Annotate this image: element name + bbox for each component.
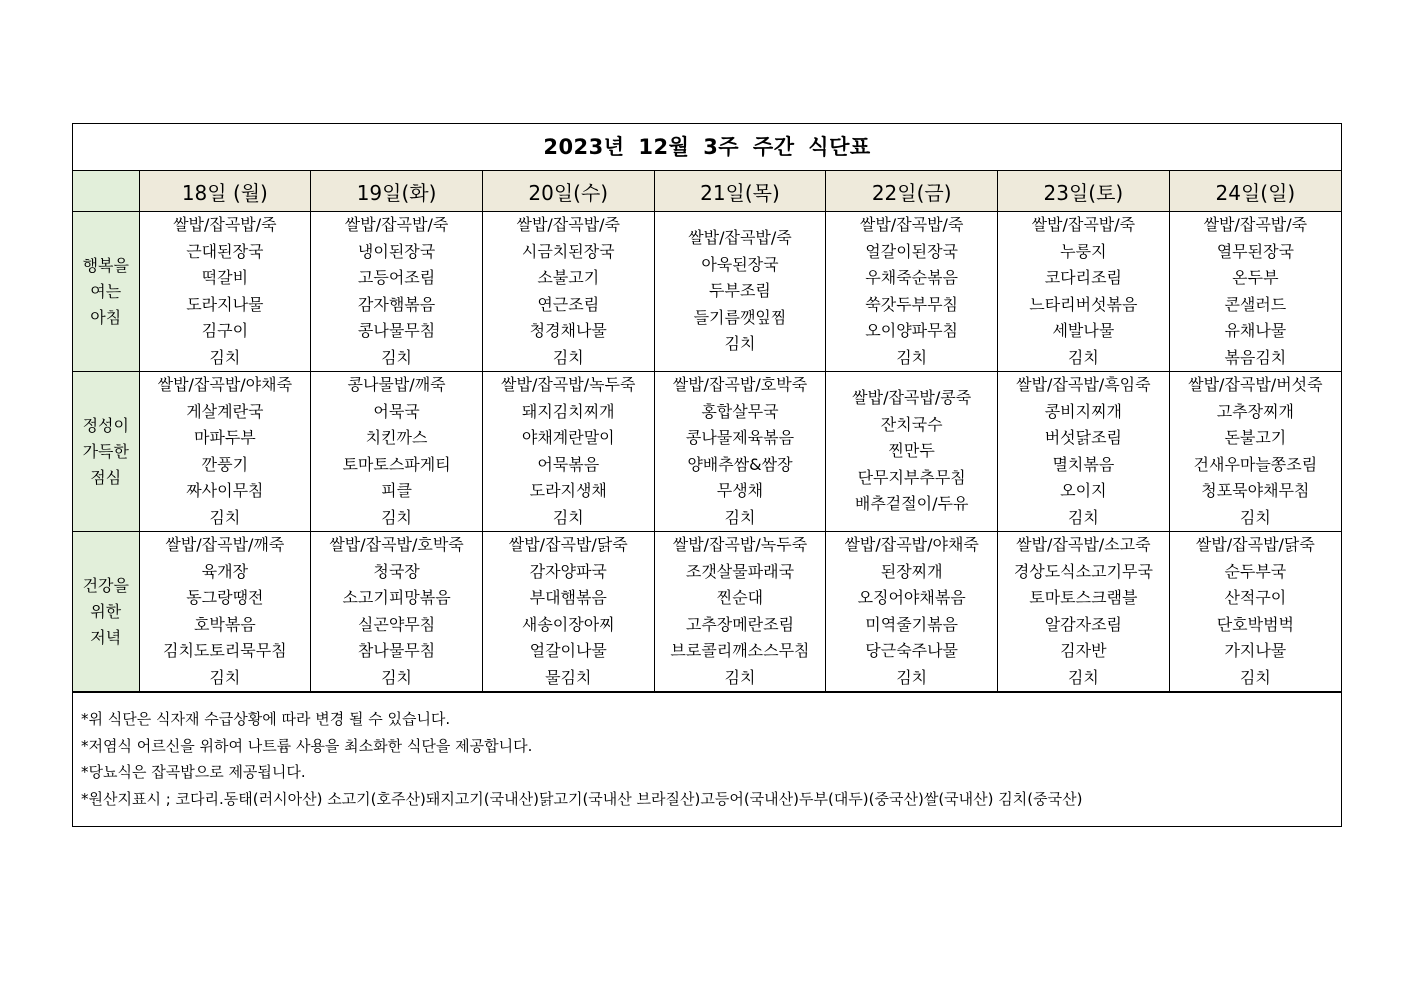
meal-row [73, 212, 1341, 372]
menu-item: 쌀밥/잡곡밥/죽 [344, 215, 449, 234]
menu-item: 누룽지 [1060, 241, 1107, 261]
menu-item: 돈불고기 [1224, 428, 1287, 447]
menu-item: 배추겉절이/두유 [854, 494, 969, 514]
menu-item: 미역줄기볶음 [865, 614, 959, 634]
day-header: 19일(화) [311, 171, 483, 212]
menu-item: 찐순대 [716, 588, 764, 607]
menu-item: 건새우마늘쫑조림 [1193, 454, 1318, 474]
menu-item: 도라지나물 [186, 294, 264, 314]
meal-label-line: 여는 [90, 281, 122, 301]
day-header: 20일(수) [482, 171, 654, 212]
menu-cell [826, 212, 998, 372]
menu-item: 냉이된장국 [357, 241, 436, 261]
menu-item: 짜사이무침 [186, 481, 264, 500]
menu-item: 김치 [1067, 347, 1099, 367]
menu-item: 순두부국 [1224, 561, 1287, 581]
menu-item: 들기름깻잎찜 [693, 307, 787, 327]
menu-item: 김치 [209, 507, 241, 527]
menu-item: 코다리조림 [1044, 268, 1122, 287]
meal-label-line: 점심 [90, 467, 122, 487]
menu-cell [998, 532, 1170, 692]
menu-item: 김치 [381, 667, 413, 687]
menu-item: 쌀밥/잡곡밥/죽 [173, 215, 277, 234]
menu-item: 김자반 [1060, 641, 1107, 660]
menu-item: 부대햄볶음 [529, 588, 607, 607]
meal-label-line: 위한 [90, 601, 122, 621]
menu-cell [826, 532, 998, 692]
menu-item: 홍합살무국 [701, 401, 779, 421]
menu-item: 아욱된장국 [701, 254, 779, 274]
menu-item: 얼갈이된장국 [865, 241, 959, 261]
menu-item: 청경채나물 [529, 321, 607, 340]
menu-item: 물김치 [545, 667, 592, 687]
meal-label-line: 아침 [90, 307, 122, 327]
menu-item: 도라지생채 [529, 481, 607, 500]
menu-item: 김치 [381, 507, 413, 527]
menu-item: 쌀밥/잡곡밥/죽 [1031, 215, 1136, 234]
menu-item: 김치 [552, 347, 584, 367]
menu-item: 쌀밥/잡곡밥/야채죽 [157, 375, 293, 394]
meal-label-line: 정성이 [82, 415, 129, 435]
menu-item: 콩나물제육볶음 [685, 428, 795, 447]
menu-item: 콩나물밥/깨죽 [347, 375, 446, 394]
menu-item: 쌀밥/잡곡밥/녹두죽 [672, 535, 808, 554]
menu-item: 김치 [896, 667, 928, 687]
menu-cell [482, 372, 654, 532]
menu-cell [654, 212, 826, 372]
menu-cell [482, 212, 654, 372]
menu-item: 콘샐러드 [1224, 294, 1287, 314]
menu-item: 열무된장국 [1216, 241, 1294, 261]
menu-item: 우채죽순볶음 [865, 268, 959, 287]
menu-item: 청국장 [373, 561, 420, 581]
menu-item: 호박볶음 [193, 614, 256, 634]
menu-item: 어묵국 [373, 401, 420, 421]
menu-cell [311, 532, 483, 692]
menu-item: 쌀밥/잡곡밥/녹두죽 [501, 375, 636, 394]
menu-item: 김치 [209, 347, 241, 367]
meal-label [73, 532, 139, 692]
menu-item: 토마토스크램블 [1029, 588, 1138, 607]
menu-cell [998, 212, 1170, 372]
menu-item: 무생채 [716, 481, 764, 500]
note-line: *당뇨식은 잡곡밥으로 제공됩니다. [81, 763, 306, 781]
menu-item: 김치 [724, 507, 756, 527]
menu-item: 알감자조림 [1044, 614, 1122, 634]
menu-item: 쌀밥/잡곡밥/죽 [688, 228, 792, 248]
menu-item: 김치 [896, 347, 928, 367]
menu-item: 쑥갓두부무침 [865, 294, 959, 314]
menu-cell [311, 372, 483, 532]
menu-item: 고등어조림 [357, 268, 436, 287]
notes-section [73, 692, 1341, 826]
menu-item: 게살계란국 [186, 401, 264, 421]
menu-item: 쌀밥/잡곡밥/호박죽 [329, 535, 464, 554]
menu-item: 김치 [724, 667, 756, 687]
menu-cell [654, 532, 826, 692]
meal-label-line: 행복을 [82, 255, 129, 275]
menu-item: 콩나물무침 [357, 321, 436, 340]
day-header: 21일(목) [654, 171, 826, 212]
menu-item: 돼지김치찌개 [521, 401, 615, 421]
meal-label [73, 372, 139, 532]
menu-item: 쌀밥/잡곡밥/닭죽 [508, 535, 628, 554]
menu-item: 치킨까스 [365, 428, 428, 447]
menu-item: 김치 [724, 334, 756, 354]
menu-cell [826, 372, 998, 532]
meal-row [73, 372, 1341, 532]
menu-item: 세발나물 [1052, 321, 1115, 340]
meal-label-line: 가득한 [82, 441, 129, 461]
menu-item: 피클 [381, 481, 413, 500]
note-line: *저염식 어르신을 위하여 나트륨 사용을 최소화한 식단을 제공합니다. [81, 736, 533, 755]
menu-item: 고추장찌개 [1216, 401, 1294, 421]
menu-item: 쌀밥/잡곡밥/죽 [859, 215, 964, 234]
meal-row [73, 532, 1341, 692]
menu-item: 찐만두 [888, 441, 935, 461]
menu-item: 쌀밥/잡곡밥/버섯죽 [1188, 375, 1323, 394]
menu-item: 유채나물 [1224, 321, 1287, 340]
menu-item: 쌀밥/잡곡밥/닭죽 [1195, 535, 1315, 554]
menu-cell [139, 212, 311, 372]
menu-item: 김치 [1067, 507, 1099, 527]
day-header: 18일 (월) [139, 171, 311, 212]
menu-item: 산적구이 [1224, 588, 1287, 607]
page-title: 2023년 12월 3주 주간 식단표 [73, 124, 1341, 171]
menu-item: 콩비지찌개 [1044, 401, 1122, 421]
menu-item: 어묵볶음 [537, 454, 600, 474]
meal-label-line: 건강을 [82, 575, 129, 595]
meal-label-line: 저녁 [90, 627, 122, 647]
menu-cell [654, 372, 826, 532]
weekly-menu-table [73, 171, 1341, 692]
menu-item: 동그랑땡전 [186, 588, 264, 607]
menu-item: 감자양파국 [529, 561, 607, 581]
menu-item: 쌀밥/잡곡밥/깨죽 [165, 535, 285, 554]
day-header: 24일(일) [1169, 171, 1341, 212]
note-line: *원산지표시 ; 코다리.동태(러시아산) 소고기(호주산)돼지고기(국내산)닭고기(국내산 브라질산)고등어(국내산)두부(대두)(중국산)쌀(국내산) 김치(중국산) [81, 789, 1083, 808]
menu-cell [1169, 212, 1341, 372]
menu-item: 쌀밥/잡곡밥/흑임죽 [1016, 375, 1151, 394]
menu-item: 실곤약무침 [357, 614, 436, 634]
menu-cell [139, 532, 311, 692]
menu-item: 오이양파무침 [865, 321, 959, 340]
menu-item: 단호박범벅 [1216, 614, 1294, 634]
menu-item: 시금치된장국 [521, 241, 615, 261]
menu-item: 버섯닭조림 [1044, 428, 1122, 447]
corner-cell [73, 171, 139, 212]
menu-item: 된장찌개 [880, 561, 943, 581]
menu-item: 양배추쌈&쌈장 [687, 454, 793, 474]
menu-item: 쌀밥/잡곡밥/야채죽 [844, 535, 979, 554]
menu-cell [482, 532, 654, 692]
menu-cell [311, 212, 483, 372]
menu-item: 떡갈비 [201, 268, 249, 287]
menu-item: 감자햄볶음 [357, 294, 436, 314]
menu-item: 얼갈이나물 [529, 641, 607, 660]
menu-item: 김치 [1239, 507, 1271, 527]
menu-item: 볶음김치 [1224, 347, 1287, 367]
day-header: 22일(금) [826, 171, 998, 212]
menu-item: 느타리버섯볶음 [1029, 294, 1138, 314]
menu-item: 김치 [381, 347, 413, 367]
menu-item: 참나물무침 [357, 641, 436, 660]
menu-item: 깐풍기 [201, 454, 249, 474]
menu-item: 마파두부 [193, 428, 256, 447]
menu-sheet [72, 123, 1342, 827]
menu-item: 단무지부추무침 [857, 467, 966, 487]
menu-item: 두부조림 [709, 281, 771, 301]
menu-item: 김구이 [201, 321, 249, 340]
menu-item: 김치 [209, 667, 241, 687]
day-header-row [73, 171, 1341, 212]
menu-item: 소고기피망볶음 [342, 588, 451, 607]
menu-item: 쌀밥/잡곡밥/죽 [516, 215, 621, 234]
menu-item: 근대된장국 [186, 241, 264, 261]
menu-item: 소불고기 [537, 268, 600, 287]
note-line: *위 식단은 식자재 수급상황에 따라 변경 될 수 있습니다. [81, 710, 451, 728]
menu-item: 김치 [1239, 667, 1271, 687]
menu-item: 연근조림 [537, 294, 600, 314]
menu-item: 김치 [552, 507, 584, 527]
menu-item: 브로콜리깨소스무침 [670, 641, 810, 660]
menu-item: 경상도식소고기무국 [1013, 561, 1153, 581]
menu-item: 쌀밥/잡곡밥/소고죽 [1016, 535, 1151, 554]
menu-item: 쌀밥/잡곡밥/콩죽 [852, 388, 972, 408]
menu-item: 잔치국수 [880, 414, 943, 434]
menu-item: 새송이장아찌 [521, 614, 615, 634]
menu-item: 오이지 [1060, 481, 1107, 500]
menu-item: 고추장메란조림 [685, 614, 795, 634]
menu-item: 육개장 [201, 561, 249, 581]
menu-cell [139, 372, 311, 532]
menu-item: 가지나물 [1224, 641, 1287, 660]
menu-item: 멸치볶음 [1052, 454, 1115, 474]
menu-item: 오징어야채볶음 [857, 588, 966, 607]
menu-cell [1169, 372, 1341, 532]
menu-item: 김치도토리묵무침 [163, 641, 287, 660]
menu-item: 청포묵야채무침 [1201, 481, 1310, 500]
menu-item: 당근숙주나물 [865, 641, 959, 660]
menu-item: 김치 [1067, 667, 1099, 687]
menu-cell [998, 372, 1170, 532]
day-header: 23일(토) [998, 171, 1170, 212]
menu-item: 야채계란말이 [521, 428, 615, 447]
menu-item: 쌀밥/잡곡밥/호박죽 [672, 375, 808, 394]
menu-item: 토마토스파게티 [342, 454, 451, 474]
menu-cell [1169, 532, 1341, 692]
menu-item: 온두부 [1232, 268, 1279, 287]
meal-label [73, 212, 139, 372]
menu-item: 쌀밥/잡곡밥/죽 [1203, 215, 1308, 234]
menu-item: 조갯살물파래국 [685, 561, 795, 581]
